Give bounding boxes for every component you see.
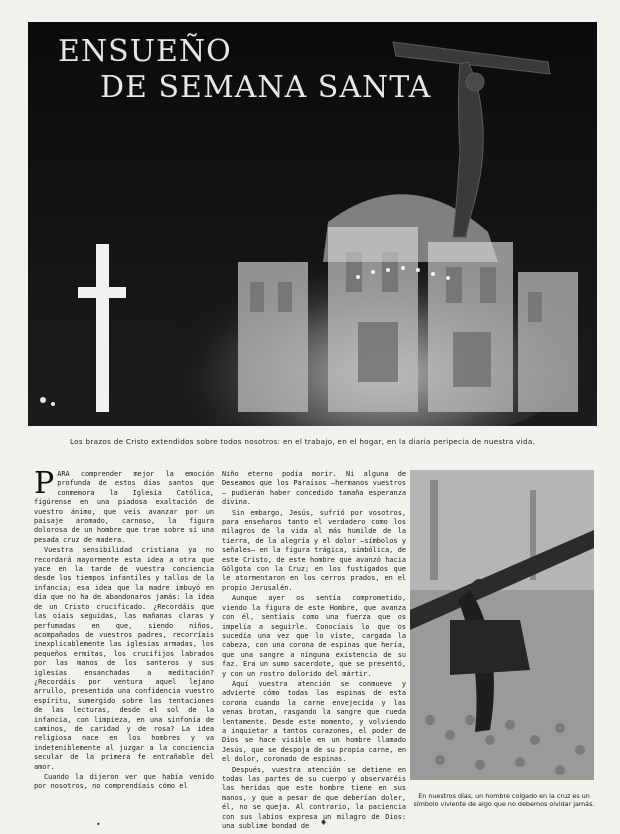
paragraph-8: Después, vuestra atención se detiene en todas las partes de su cuerpo y observaréis las heridas que este hombre tiene en sus manos, y que a pesar de que deberían doler, él, no se queja. Al contrario, la paciencia con sus labios expresa un milagro de Dios: una sublime bondad de: [222, 765, 406, 831]
man-on-cross-illustration: [410, 470, 594, 780]
headline-line-2: DE SEMANA SANTA: [100, 70, 432, 105]
hero-photo: [28, 22, 597, 426]
paragraph-3: Cuando la dijeron ver que había venido por nosotros, no comprendíais cómo el: [34, 773, 214, 791]
article-column-2: [222, 470, 406, 832]
paragraph-6: Aunque ayer os sentía comprometido, viendo la figura de este Hombre, que avanza con él, sentíais como una fuerza que os impelía a seguirle. Conocíais lo que os sucedía una vez que lo viste, cargada la cabeza, con una corona de espinas que hería, que una sangre a ninguna existencia de su faz. Era un sumo sacerdote, que se presentó, y con un rostro dolorido del mártir.: [222, 594, 406, 678]
paragraph-1-text: ARA comprender mejor la emoción profunda de estos días santos que conmemora la Iglesia Católica, figúrense en una piadosa exaltación de vuestro ánimo, que veís avanzar por un paisaje aromado, carnoso, la figura dolorosa de un hombre que trae sobre sí una pesada cruz de madera.: [34, 470, 214, 544]
drop-cap: P: [34, 466, 55, 501]
paragraph-4: Niño eterno podía morir. Ni alguna de Deseamos que los Paraísos —hermanos vuestros— pudieran haber concedido tamaña esperanza divina.: [222, 470, 406, 507]
paragraph-1: [34, 466, 214, 545]
side-photo-caption: En nuestros días, un hombre colgado en la cruz es un símbolo viviente de algo que no debemos olvidar jamás.: [413, 792, 595, 809]
paragraph-2: Vuestra sensibilidad cristiana ya no recordará mayormente esta idea a otra que yace en la tarde de vuestra conciencia desde los tiempos infantiles y tallos de la infancia; esa idea que la madre imbuyó en día que no ha de abandonaros jamás: la idea de un Cristo crucificado. ¿Recordáis que las oíais seguidas, las mañanas claras y perfumadas en que, siendo niños, acompañados de vuestros padres, recorríais inexplicablemente las iglesias armadas, los pequeños ermitas, los crucifijos labrados por las manos de los santeros y sus iglesias ensanchadas a meditación? ¿Recordáis por ventura aquel lejano arrullo, presentida una confidencia vuestro espíritu, sumergido sobre las tentaciones de las lecturas, desde el sol de la infancia, con limpieza, en una sinfonía de caminos, de caridad y de rosa? La idea religiosa nace en los hombres y va indeteniblemente al juzgar a la conciencia secular de la primera fe entrañable del amor.: [34, 546, 214, 771]
side-photo: [410, 470, 594, 780]
headline-line-1: ENSUEÑO: [58, 34, 232, 69]
paragraph-5: Sin embargo, Jesús, sufrió por vosotros, para enseñaros tanto el verdadero como los milagros de la vida al más humilde de la tierra, de la alegría y el dolor —símbolos y señales— en la figura trágica, simbólica, de este Cristo, de este hombre que avanzó hacia Gólgota con la Cruz; en los fustigados que le atormentaron en los cerros prados, en el propio Jerusalén.: [222, 508, 406, 592]
footer-dot-icon: •: [96, 820, 101, 829]
hero-caption: Los brazos de Cristo extendidos sobre todos nosotros: en el trabajo, en el hogar, en la diaria peripecia de nuestra vida.: [70, 437, 536, 446]
footer-mark-icon: ♦: [320, 818, 328, 827]
article-column-1: [34, 466, 214, 793]
paragraph-7: Aquí vuestra atención se conmueve y advierte cómo todas las espinas de esta corona cuando la carne envejecida y las venas brotan, rasgando la sangre que rueda lentamente. Desde este momento, y volviendo a inquietar a tantos corazones, el poder de Dios se hace visible en un hombre llamado Jesús, que se despoja de su propia carne, en el dolor, coronado de espinas.: [222, 679, 406, 764]
